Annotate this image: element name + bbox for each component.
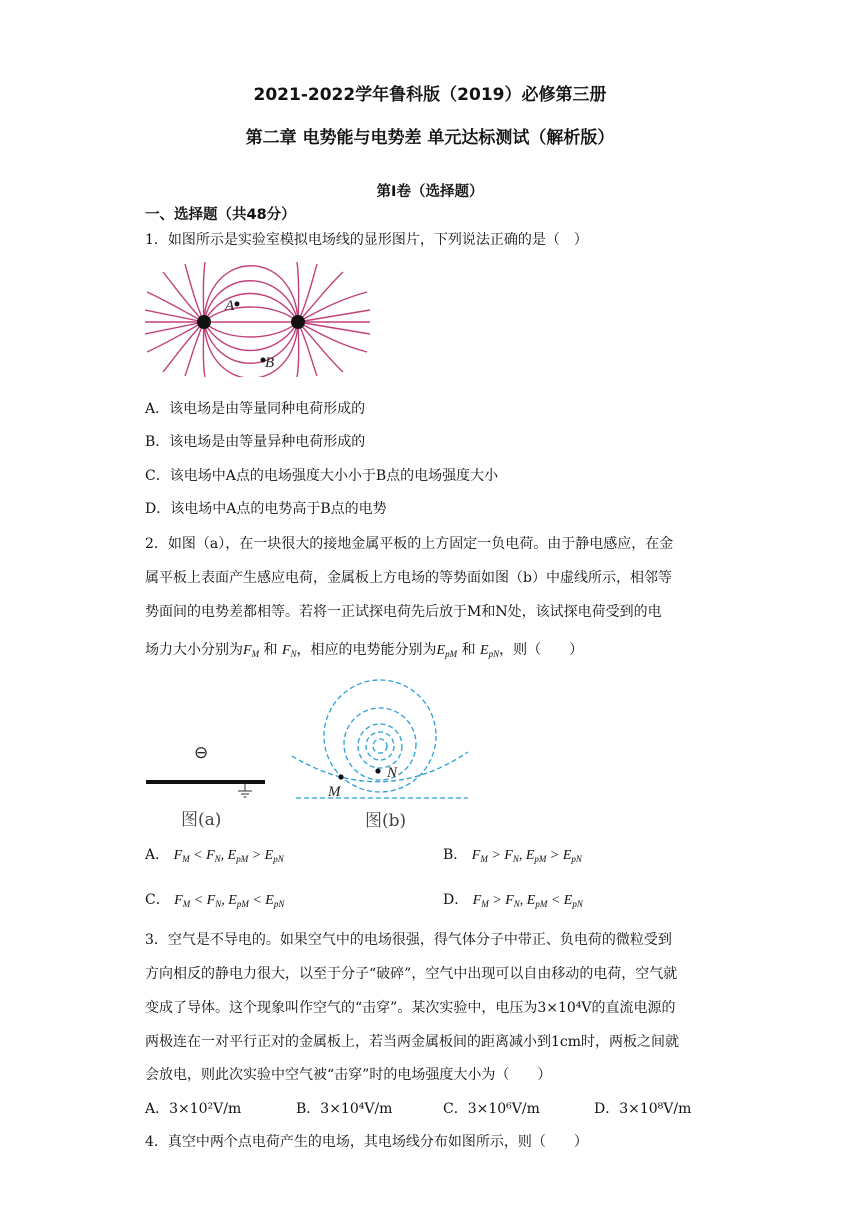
q1-stem: 1．如图所示是实验室模拟电场线的显形图片，下列说法正确的是（ ） xyxy=(145,232,588,248)
q1-option-d: D．该电场中A点的电势高于B点的电势 xyxy=(145,501,387,517)
doc-title-line1: 2021-2022学年鲁科版（2019）必修第三册 xyxy=(253,85,607,105)
q2-line4-part2: 和 xyxy=(263,642,278,658)
q2-option-b: B． $F_M > F_N$, $E_{pM} > E_{pN}$ xyxy=(443,847,582,864)
fig-a-caption: 图(a) xyxy=(181,810,222,830)
q2-figure-a xyxy=(145,735,275,835)
q2-line4-part1: 场力大小分别为 xyxy=(145,642,243,658)
q3-line3: 变成了导体。这个现象叫作空气的“击穿”。某次实验中，电压为3×10⁴V的直流电源的 xyxy=(145,1000,676,1016)
q3-line1: 3．空气是不导电的。如果空气中的电场很强，得气体分子中带正、负电荷的微粒受到 xyxy=(145,932,672,948)
q3-line2: 方向相反的静电力很大，以至于分子“破碎”，空气中出现可以自由移动的电荷，空气就 xyxy=(145,966,678,982)
section-heading: 一、选择题（共48分） xyxy=(145,207,296,223)
volume-heading: 第Ⅰ卷（选择题） xyxy=(376,184,484,200)
point-b-label: B xyxy=(265,355,275,371)
point-n-label: N xyxy=(387,765,398,781)
point-m-label: M xyxy=(328,784,341,800)
point-a-label: A xyxy=(225,298,235,314)
q2-option-a: A． $F_M < F_N$, $E_{pM} > E_{pN}$ xyxy=(145,847,284,864)
q4-stem: 4．真空中两个点电荷产生的电场，其电场线分布如图所示，则（ ） xyxy=(145,1134,588,1150)
fig-b-caption: 图(b) xyxy=(365,811,407,831)
q1-option-a: A．该电场是由等量同种电荷形成的 xyxy=(145,401,366,417)
q1-option-c: C．该电场中A点的电场强度大小小于B点的电场强度大小 xyxy=(145,468,499,484)
q3-line4: 两极连在一对平行正对的金属板上，若当两金属板间的距离减小到1cm时，两板之间就 xyxy=(145,1034,680,1050)
negative-charge-symbol: ⊖ xyxy=(194,743,209,763)
q2-line4-part3: ，相应的电势能分别为 xyxy=(296,642,437,658)
q2-line4: 场力大小分别为$F_M$ 和 $F_N$，相应的电势能分别为$E_{pM}$ 和 $E_{pN}$，则（ ） xyxy=(145,642,584,659)
q2-line1: 2．如图（a），在一块很大的接地金属平板的上方固定一负电荷。由于静电感应，在金 xyxy=(145,536,674,552)
q3-option-d: D．3×10⁸V/m xyxy=(594,1101,692,1117)
q1-option-b: B．该电场是由等量异种电荷形成的 xyxy=(145,434,366,450)
q2-option-c: C． $F_M < F_N$, $E_{pM} < E_{pN}$ xyxy=(145,892,285,909)
q1-field-figure xyxy=(145,262,370,377)
q2-option-d: D． $F_M > F_N$, $E_{pM} < E_{pN}$ xyxy=(443,892,583,909)
q3-option-a: A．3×10²V/m xyxy=(145,1101,242,1117)
q2-line4-part4: 和 xyxy=(461,642,476,658)
doc-title-line2: 第二章 电势能与电势差 单元达标测试（解析版） xyxy=(245,128,615,148)
q2-line4-part5: ，则（ ） xyxy=(499,642,584,658)
charge-left xyxy=(197,315,211,329)
q2-line2: 属平板上表面产生感应电荷，金属板上方电场的等势面如图（b）中虚线所示，相邻等 xyxy=(145,570,672,586)
charge-right xyxy=(291,315,305,329)
q3-option-c: C．3×10⁶V/m xyxy=(443,1101,540,1117)
q2-line3: 势面间的电势差都相等。若将一正试探电荷先后放于M和N处，该试探电荷受到的电 xyxy=(145,604,662,620)
q2-figure-b xyxy=(290,676,475,836)
q3-line5: 会放电，则此次实验中空气被“击穿”时的电场强度大小为（ ） xyxy=(145,1067,552,1083)
q3-option-b: B．3×10⁴V/m xyxy=(296,1101,393,1117)
